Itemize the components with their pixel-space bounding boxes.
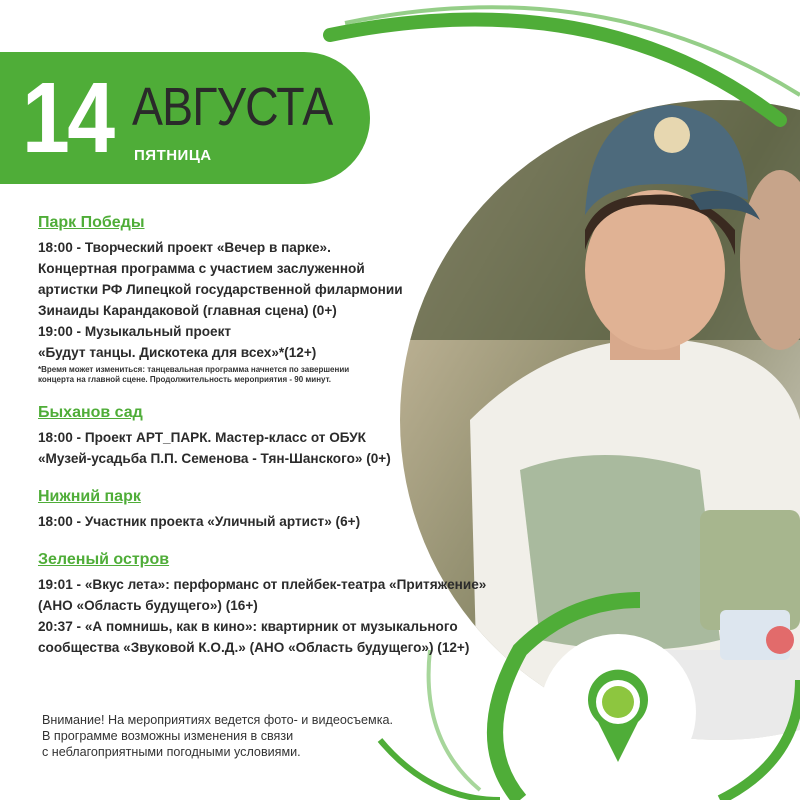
schedule-line: 19:01 - «Вкус лета»: перформанс от плейбек-театра «Притяжение» (38, 577, 487, 592)
section-bykhanov-sad (38, 403, 538, 469)
date-day: 14 (22, 62, 113, 174)
schedule-line: сообщества «Звуковой К.О.Д.» (АНО «Область будущего») (12+) (38, 640, 470, 655)
schedule-line: Зинаиды Карандаковой (главная сцена) (0+) (38, 303, 337, 318)
schedule-line: 20:37 - «А помнишь, как в кино»: квартирник от музыкального (38, 619, 458, 634)
section-title: Быханов сад (38, 404, 143, 421)
footer-notice (42, 712, 393, 760)
date-weekday: ПЯТНИЦА (134, 147, 212, 164)
schedule-line: 18:00 - Участник проекта «Уличный артист» (6+) (38, 514, 361, 529)
footnote: концерта на главной сцене. Продолжительность мероприятия - 90 минут. (38, 375, 332, 384)
schedule-line: «Музей-усадьба П.П. Семенова - Тян-Шанского» (0+) (38, 451, 391, 466)
schedule (38, 213, 538, 676)
footnote: *Время может измениться: танцевальная программа начнется по завершении (38, 365, 350, 374)
schedule-line: 19:00 - Музыкальный проект (38, 324, 232, 339)
schedule-line: артистки РФ Липецкой государственной филармонии (38, 282, 403, 297)
footer-line: В программе возможны изменения в связи (42, 729, 294, 743)
section-nizhny-park (38, 487, 538, 532)
schedule-line: «Будут танцы. Дискотека для всех»*(12+) (38, 345, 317, 360)
section-zeleny-ostrov (38, 550, 538, 658)
section-title: Зеленый остров (38, 551, 170, 568)
footer-line: с неблагоприятными погодными условиями. (42, 745, 301, 759)
footer-line: Внимание! На мероприятиях ведется фото- и видеосъемка. (42, 713, 394, 727)
section-title: Нижний парк (38, 488, 141, 505)
schedule-line: Концертная программа с участием заслуженной (38, 261, 365, 276)
schedule-line: 18:00 - Творческий проект «Вечер в парке». (38, 240, 331, 255)
section-park-pobedy (38, 213, 538, 385)
section-title: Парк Победы (38, 214, 145, 231)
date-month: АВГУСТА (132, 77, 333, 137)
schedule-line: 18:00 - Проект АРТ_ПАРК. Мастер-класс от ОБУК (38, 430, 366, 445)
schedule-line: (АНО «Область будущего») (16+) (38, 598, 258, 613)
